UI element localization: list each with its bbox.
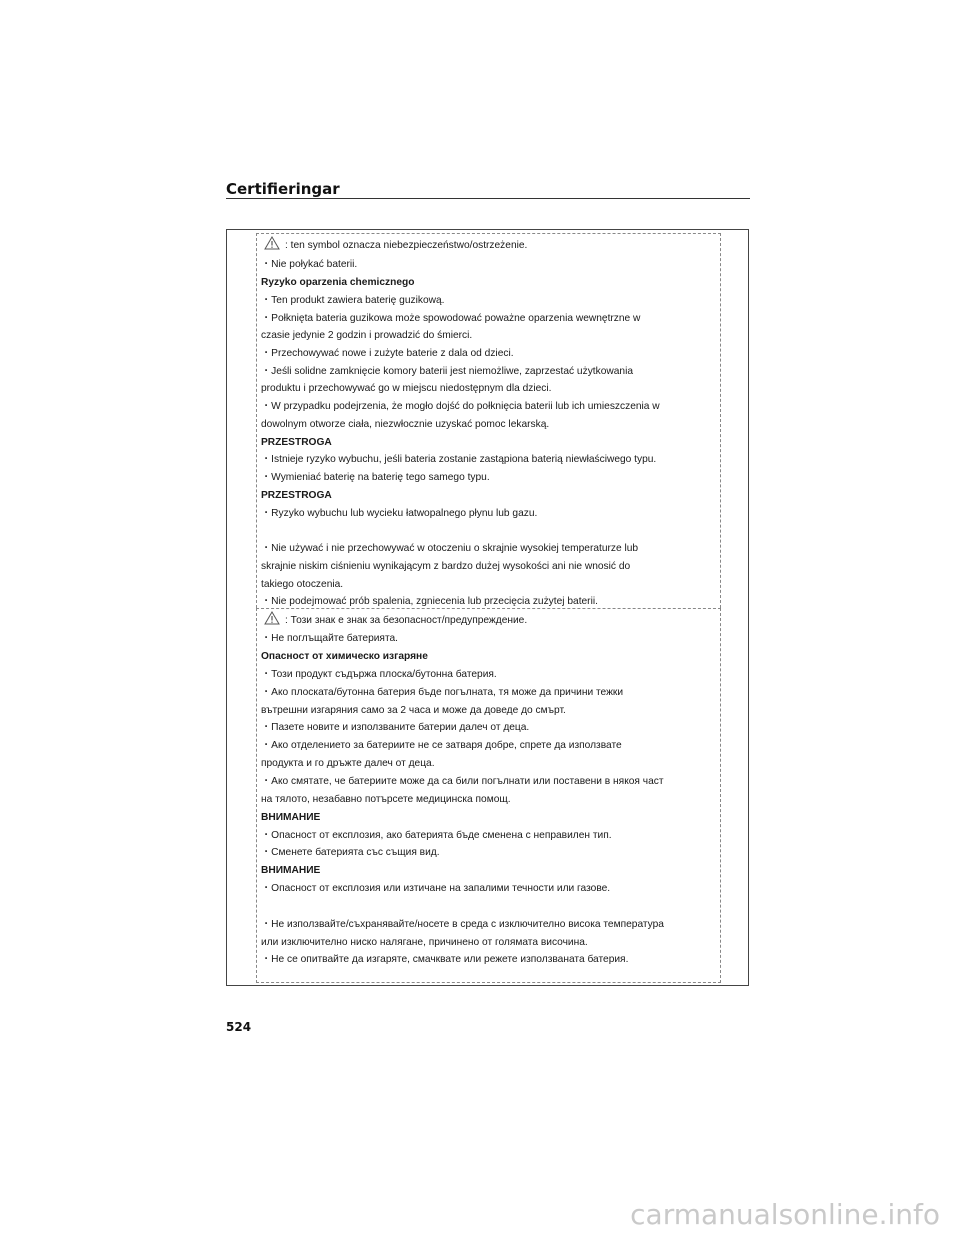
bulgarian-line: ・Ако отделението за батериите не се затваря добре, спрете да използвате (261, 740, 622, 751)
bulgarian-line: или изключително ниско налягане, причинено от голямата височина. (261, 937, 588, 948)
polish-line: dowolnym otworze ciała, niezwłocznie uzyskać pomoc lekarską. (261, 419, 550, 430)
bulgarian-line: ・Опасност от експлозия или изтичане на запалими течности или газове. (261, 883, 611, 894)
bulgarian-line: ・Не поглъщайте батерията. (261, 633, 398, 644)
polish-line: ・Ryzyko wybuchu lub wycieku łatwopalnego płynu lub gazu. (261, 508, 538, 519)
bulgarian-line: ・Не използвайте/съхранявайте/носете в среда с изключително висока температура (261, 919, 664, 930)
polish-line: ・Ten produkt zawiera baterię guzikową. (261, 295, 445, 306)
bulgarian-line: ・Опасност от експлозия, ако батерията бъде сменена с неправилен тип. (261, 830, 612, 841)
polish-line: ・Nie używać i nie przechowywać w otoczeniu o skrajnie wysokiej temperaturze lub (261, 543, 639, 554)
bulgarian-line: на тялото, незабавно потърсете медицинска помощ. (261, 794, 511, 805)
bulgarian-heading: ВНИМАНИЕ (261, 865, 321, 876)
warning-triangle-icon (264, 236, 280, 250)
polish-line: takiego otoczenia. (261, 579, 344, 590)
watermark: carmanualsonline.info (630, 1198, 940, 1231)
warning-triangle-icon (264, 611, 280, 625)
polish-line: ・W przypadku podejrzenia, że mogło dojść do połknięcia baterii lub ich umieszczenia w (261, 401, 660, 412)
polish-line: ・Wymieniać baterię na baterię tego samego typu. (261, 472, 490, 483)
bulgarian-heading: ВНИМАНИЕ (261, 812, 321, 823)
page-number: 524 (226, 1020, 252, 1034)
polish-heading: PRZESTROGA (261, 490, 332, 501)
polish-symbol-text: : ten symbol oznacza niebezpieczeństwo/ostrzeżenie. (285, 240, 528, 251)
polish-line: ・Przechowywać nowe i zużyte baterie z dala od dzieci. (261, 348, 514, 359)
polish-line: ・Nie podejmować prób spalenia, zgniecenia lub przecięcia zużytej baterii. (261, 596, 598, 607)
polish-line: skrajnie niskim ciśnieniu wynikającym z bardzo dużej wysokości ani nie wnosić do (261, 561, 631, 572)
polish-heading: PRZESTROGA (261, 437, 332, 448)
bulgarian-line: ・Ако смятате, че батериите може да са били погълнати или поставени в някоя част (261, 776, 664, 787)
bulgarian-line: ・Този продукт съдържа плоска/бутонна батерия. (261, 669, 497, 680)
section-title: Certifieringar (226, 180, 340, 198)
polish-line: czasie jedynie 2 godzin i prowadzić do śmierci. (261, 330, 473, 341)
bulgarian-line: вътрешни изгаряния само за 2 часа и може да доведе до смърт. (261, 705, 566, 716)
polish-heading: Ryzyko oparzenia chemicznego (261, 277, 415, 288)
polish-line: ・Istnieje ryzyko wybuchu, jeśli bateria zostanie zastąpiona baterią niewłaściwego typu. (261, 454, 657, 465)
polish-line: ・Jeśli solidne zamknięcie komory baterii jest niemożliwe, zaprzestać użytkowania (261, 366, 633, 377)
bulgarian-line: ・Сменете батерията със същия вид. (261, 847, 440, 858)
polish-line: produktu i przechowywać go w miejscu niedostępnym dla dzieci. (261, 383, 552, 394)
bulgarian-line: ・Не се опитвайте да изгаряте, смачквате или режете използваната батерия. (261, 954, 629, 965)
polish-line: ・Nie połykać baterii. (261, 259, 358, 270)
bulgarian-line: ・Пазете новите и използваните батерии далеч от деца. (261, 722, 530, 733)
bulgarian-symbol-text: : Този знак е знак за безопасност/предупреждение. (285, 615, 528, 626)
bulgarian-heading: Опасност от химическо изгаряне (261, 651, 428, 662)
polish-line: ・Połknięta bateria guzikowa może spowodować poważne oparzenia wewnętrzne w (261, 313, 641, 324)
bulgarian-line: продукта и го дръжте далеч от деца. (261, 758, 435, 769)
title-divider (226, 198, 750, 199)
bulgarian-line: ・Ако плоската/бутонна батерия бъде погълната, тя може да причини тежки (261, 687, 624, 698)
